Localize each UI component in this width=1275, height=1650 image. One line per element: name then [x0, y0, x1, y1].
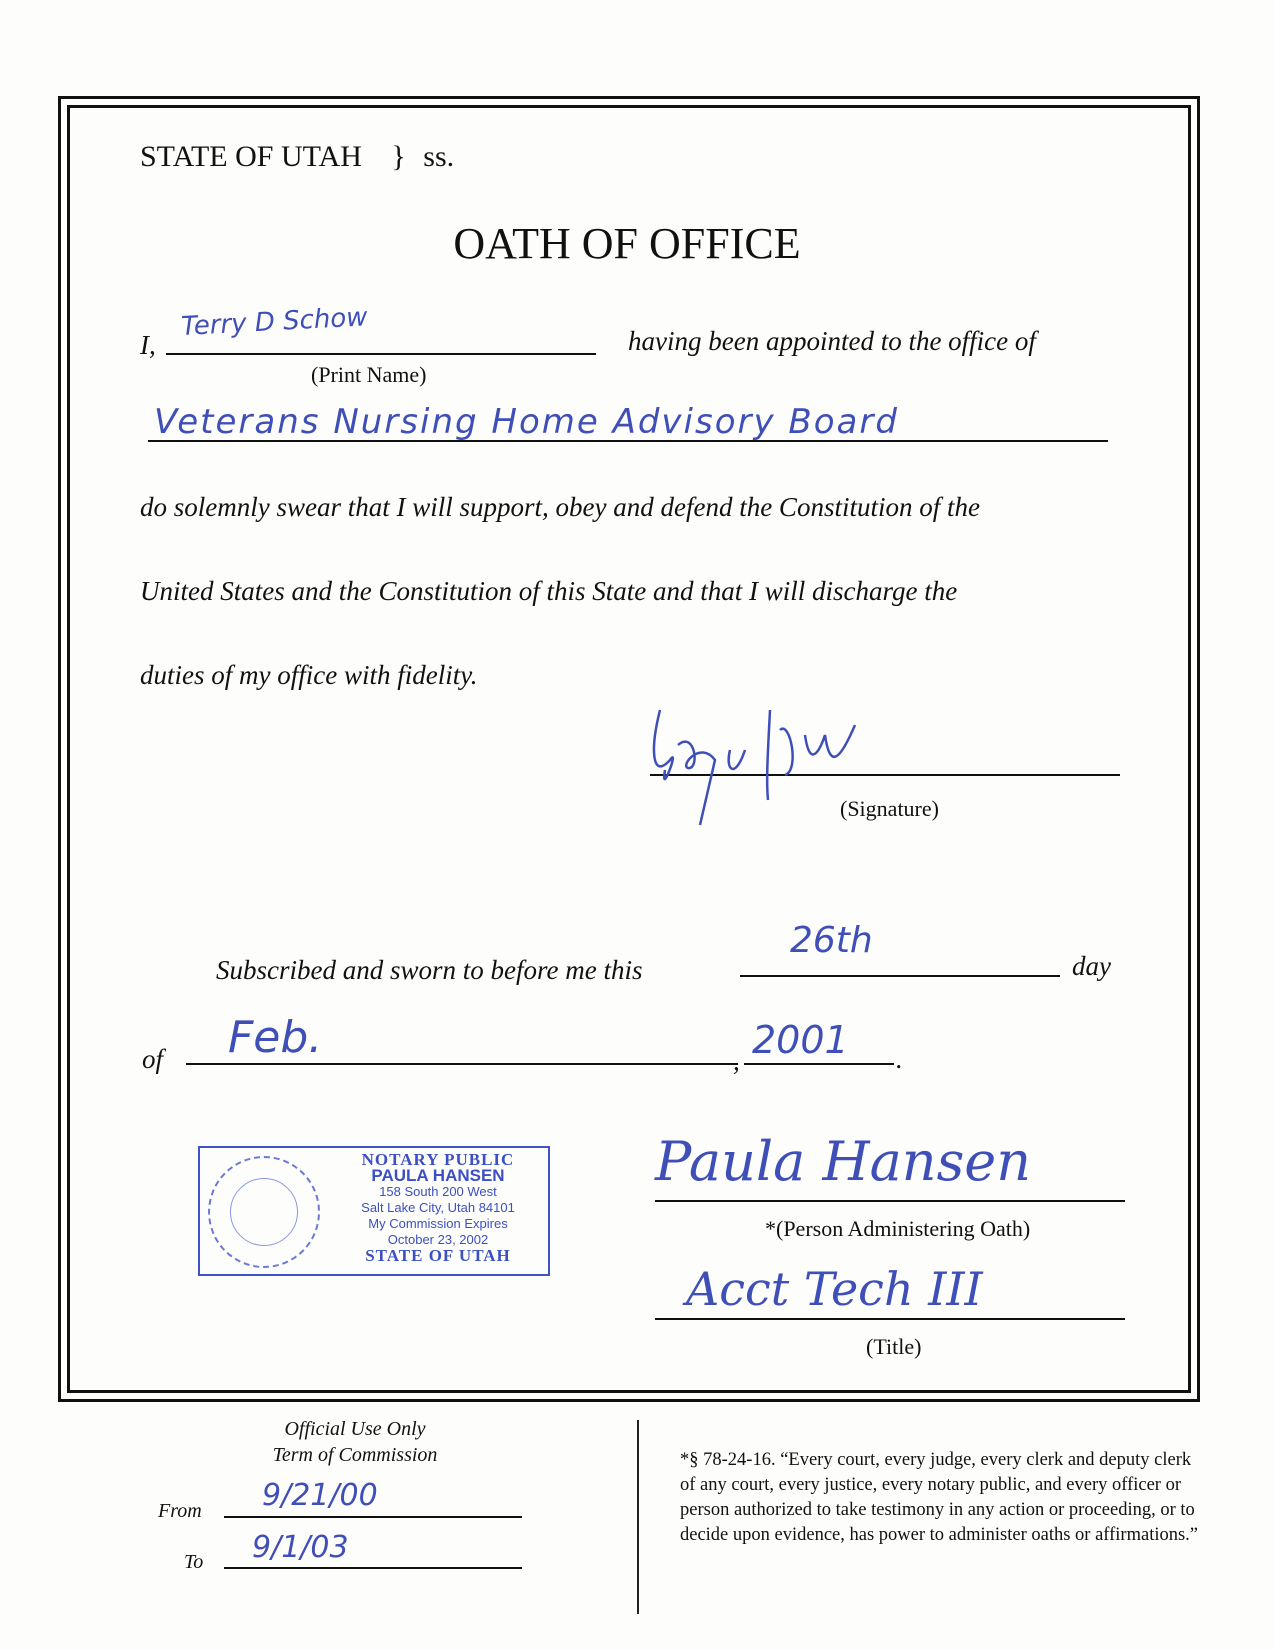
stamp-line-2: PAULA HANSEN	[371, 1166, 505, 1185]
subscribed-text: Subscribed and sworn to before me this	[216, 955, 643, 985]
official-use-label: Official Use Only	[284, 1418, 426, 1440]
notary-stamp	[198, 1146, 550, 1276]
footer-divider	[637, 1420, 639, 1614]
day-label: day	[1072, 951, 1111, 981]
stamp-line-4: Salt Lake City, Utah 84101	[361, 1200, 515, 1215]
official-use-block	[230, 1416, 480, 1468]
term-of-commission-label: Term of Commission	[272, 1444, 438, 1466]
oath-text-line-2: United States and the Constitution of this State and that I will discharge the	[140, 576, 958, 606]
name-line	[166, 353, 596, 355]
seal-center-emblem	[230, 1178, 298, 1246]
title-line	[655, 1318, 1125, 1320]
handwritten-term-from: 9/21/00	[262, 1478, 378, 1513]
to-line	[224, 1567, 522, 1569]
title-label: (Title)	[866, 1334, 922, 1359]
handwritten-name: Terry D Schow	[180, 302, 369, 342]
stamp-line-3: 158 South 200 West	[379, 1184, 497, 1199]
period: .	[896, 1044, 903, 1074]
stamp-line-1: NOTARY PUBLIC	[361, 1150, 515, 1169]
stamp-line-5: My Commission Expires	[368, 1216, 508, 1231]
comma: ,	[733, 1046, 740, 1076]
handwritten-day: 26th	[790, 920, 873, 961]
stamp-text-block	[328, 1152, 548, 1264]
handwritten-office: Veterans Nursing Home Advisory Board	[154, 402, 899, 442]
statute-text: *§ 78-24-16. “Every court, every judge, every clerk and deputy clerk of any court, every justice, every notary public, and every officer or person authorized to take testimony in any action or proceeding, or to decide upon evidence, has power to administer oaths or affirmations.”	[680, 1450, 1199, 1545]
day-line	[740, 975, 1060, 977]
signature-scribble	[640, 690, 870, 830]
handwritten-month: Feb.	[228, 1012, 323, 1063]
month-line	[186, 1063, 738, 1065]
administrator-line	[655, 1200, 1125, 1202]
oath-text-line-3: duties of my office with fidelity.	[140, 660, 478, 690]
document-title: OATH OF OFFICE	[453, 219, 801, 268]
handwritten-year: 2001	[752, 1018, 849, 1062]
handwritten-title: Acct Tech III	[686, 1262, 983, 1316]
handwritten-term-to: 9/1/03	[252, 1530, 349, 1565]
venue-ss: ss.	[423, 140, 455, 173]
stamp-line-6: October 23, 2002	[387, 1232, 489, 1247]
venue-line	[140, 140, 454, 174]
stamp-line-7: STATE OF UTAH	[365, 1246, 511, 1265]
venue-brace: }	[391, 140, 406, 173]
state-seal	[208, 1156, 320, 1268]
to-label: To	[184, 1551, 204, 1573]
print-name-label: (Print Name)	[311, 362, 427, 387]
handwritten-administrator: Paula Hansen	[655, 1130, 1032, 1193]
from-label: From	[158, 1500, 202, 1522]
intro-prefix: I,	[140, 330, 156, 360]
year-line	[744, 1063, 894, 1065]
state-label: STATE OF UTAH	[140, 140, 362, 173]
intro-suffix: having been appointed to the office of	[628, 326, 1036, 356]
from-line	[224, 1516, 522, 1518]
oath-text-line-1: do solemnly swear that I will support, obey and defend the Constitution of the	[140, 492, 980, 522]
administrator-label: *(Person Administering Oath)	[765, 1216, 1031, 1241]
of-label: of	[142, 1044, 164, 1074]
signature-label: (Signature)	[840, 796, 939, 821]
